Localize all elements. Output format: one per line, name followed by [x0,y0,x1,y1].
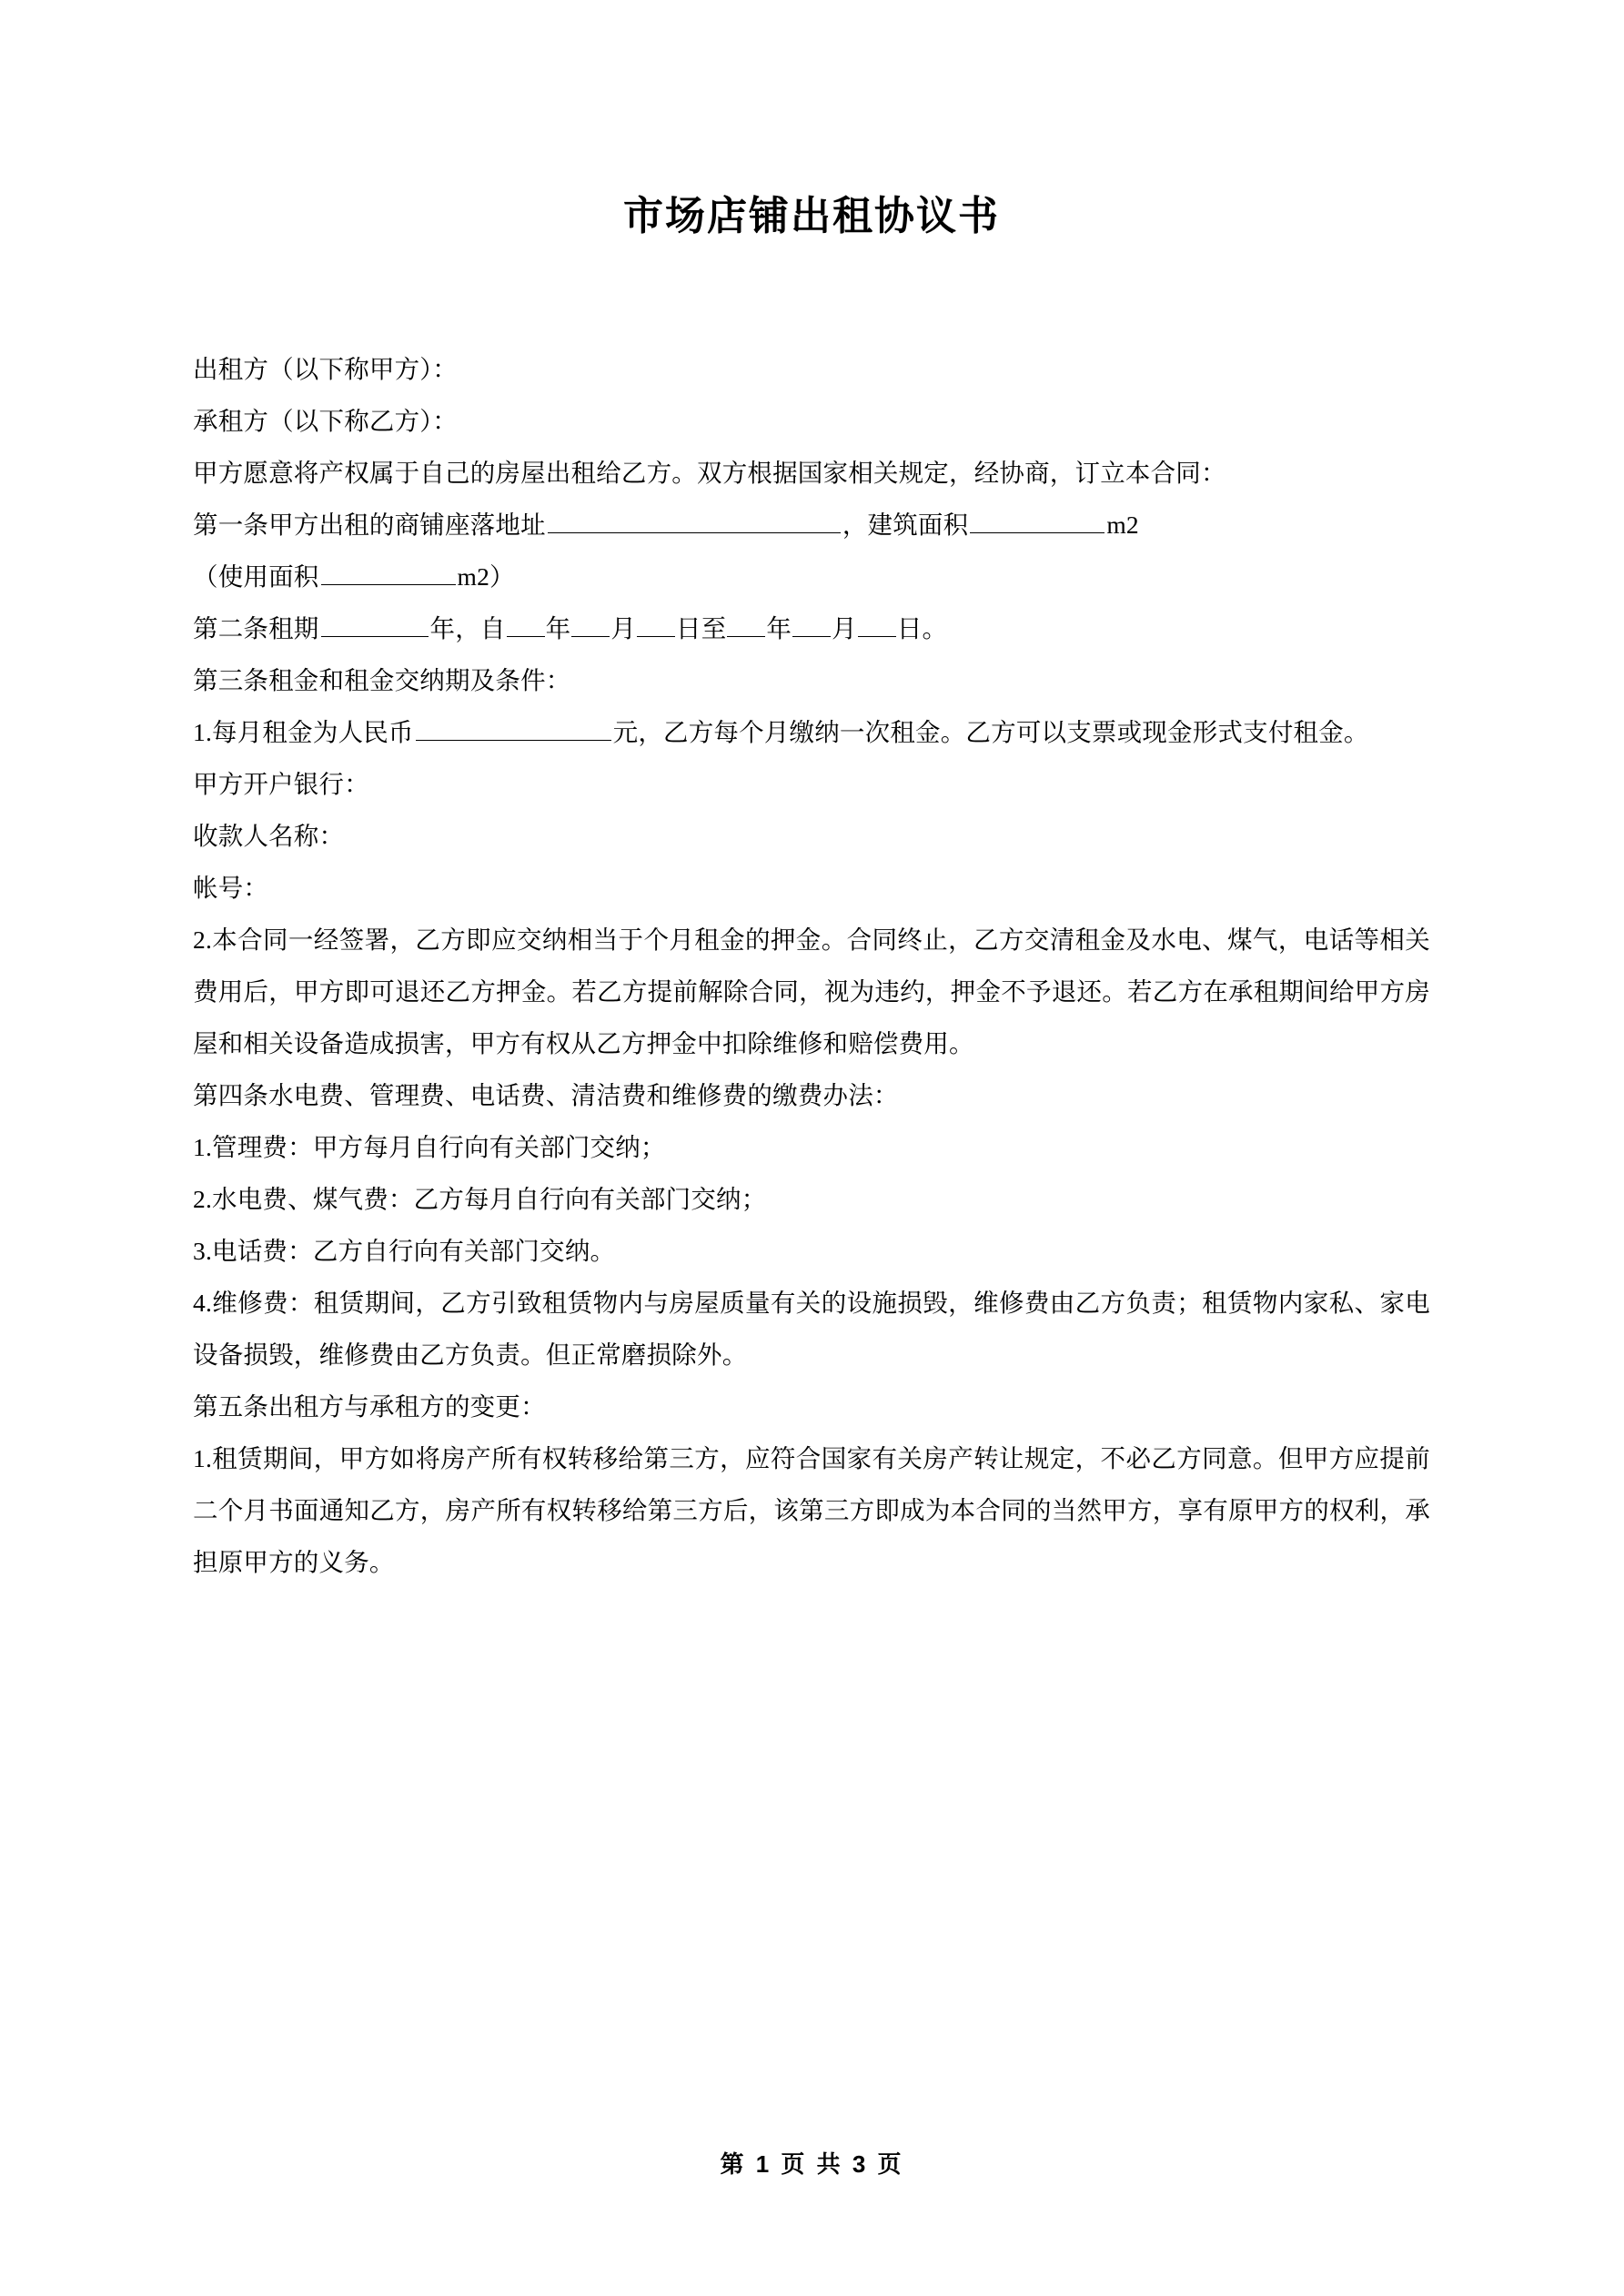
paragraph-bank: 甲方开户银行： [193,769,369,798]
paragraph-article-3-1 [193,706,1430,758]
paragraph-article-5-1: 1.租赁期间，甲方如将房产所有权转移给第三方，应符合国家有关房产转让规定，不必乙方同意。但甲方应提前二个月书面通知乙方，房产所有权转移给第三方后，该第三方即成为本合同的当然甲方，享有原甲方的权利，承担原甲方的义务。 [193,1443,1430,1576]
paragraph-lessee: 承租方（以下称乙方）： [193,406,458,435]
paragraph-payee: 收款人名称： [193,821,345,850]
paragraph-article-3-2: 2.本合同一经签署，乙方即应交纳相当于个月租金的押金。合同终止，乙方交清租金及水电、煤气，电话等相关费用后，甲方即可退还乙方押金。若乙方提前解除合同，视为违约，押金不予退还。若乙方在承租期间给甲方房屋和相关设备造成损害，甲方有权从乙方押金中扣除维修和赔偿费用。 [193,925,1430,1057]
article-1-text-b: ，建筑面积 [842,510,969,539]
monthly-rent-blank[interactable] [416,718,611,741]
article-2-text-c: 年 [545,613,571,642]
paragraph-article-4-4: 4.维修费：租赁期间，乙方引致租赁物内与房屋质量有关的设施损毁，维修费由乙方负责；租赁物内家私、家电设备损毁，维修费由乙方负责。但正常磨损除外。 [193,1288,1430,1369]
paragraph-article-4-1: 1.管理费：甲方每月自行向有关部门交纳； [193,1132,666,1161]
paragraph-lessor: 出租方（以下称甲方）： [193,354,458,383]
article-2-text-e: 日至 [676,613,727,642]
paragraph-article-3-head: 第三条租金和租金交纳期及条件： [193,665,571,694]
lease-term-blank[interactable] [321,614,429,637]
article-1-unit: m2 [1106,510,1139,539]
document-body [193,343,1430,1588]
end-day-blank[interactable] [858,614,896,637]
article-3-1-text-a: 1.每月租金为人民币 [193,717,414,746]
usable-area-blank[interactable] [321,562,456,585]
end-year-blank[interactable] [727,614,765,637]
paragraph-article-1 [193,499,1430,551]
article-1-usable-b: m2） [457,561,515,591]
article-2-text-d: 月 [610,613,637,642]
paragraph-article-5-head: 第五条出租方与承租方的变更： [193,1391,546,1421]
paragraph-article-1-usable-area [193,551,1430,602]
start-day-blank[interactable] [637,614,675,637]
article-2-text-b: 年，自 [429,613,506,642]
article-2-text-a: 第二条租期 [193,613,319,642]
end-month-blank[interactable] [792,614,831,637]
article-2-text-h: 日。 [896,613,948,642]
paragraph-article-4-3: 3.电话费：乙方自行向有关部门交纳。 [193,1236,616,1265]
article-2-text-g: 月 [832,613,857,642]
paragraph-account: 帐号： [193,873,269,902]
page-footer: 第 1 页 共 3 页 [720,2150,904,2178]
page-title: 市场店铺出租协议书 [623,194,1000,238]
paragraph-article-4-2: 2.水电费、煤气费：乙方每月自行向有关部门交纳； [193,1184,767,1213]
building-area-blank[interactable] [970,511,1105,533]
article-1-usable-a: （使用面积 [193,561,319,591]
paragraph-preamble: 甲方愿意将产权属于自己的房屋出租给乙方。双方根据国家相关规定，经协商，订立本合同： [193,458,1226,487]
article-3-1-text-b: 元，乙方每个月缴纳一次租金。乙方可以支票或现金形式支付租金。 [612,717,1369,746]
paragraph-article-2 [193,602,1430,654]
document-content [193,0,1430,1588]
article-1-text-a: 第一条甲方出租的商铺座落地址 [193,510,546,539]
start-year-blank[interactable] [507,614,545,637]
start-month-blank[interactable] [571,614,610,637]
paragraph-article-4-head: 第四条水电费、管理费、电话费、清洁费和维修费的缴费办法： [193,1080,899,1109]
article-2-text-f: 年 [766,613,792,642]
address-blank[interactable] [548,511,841,533]
